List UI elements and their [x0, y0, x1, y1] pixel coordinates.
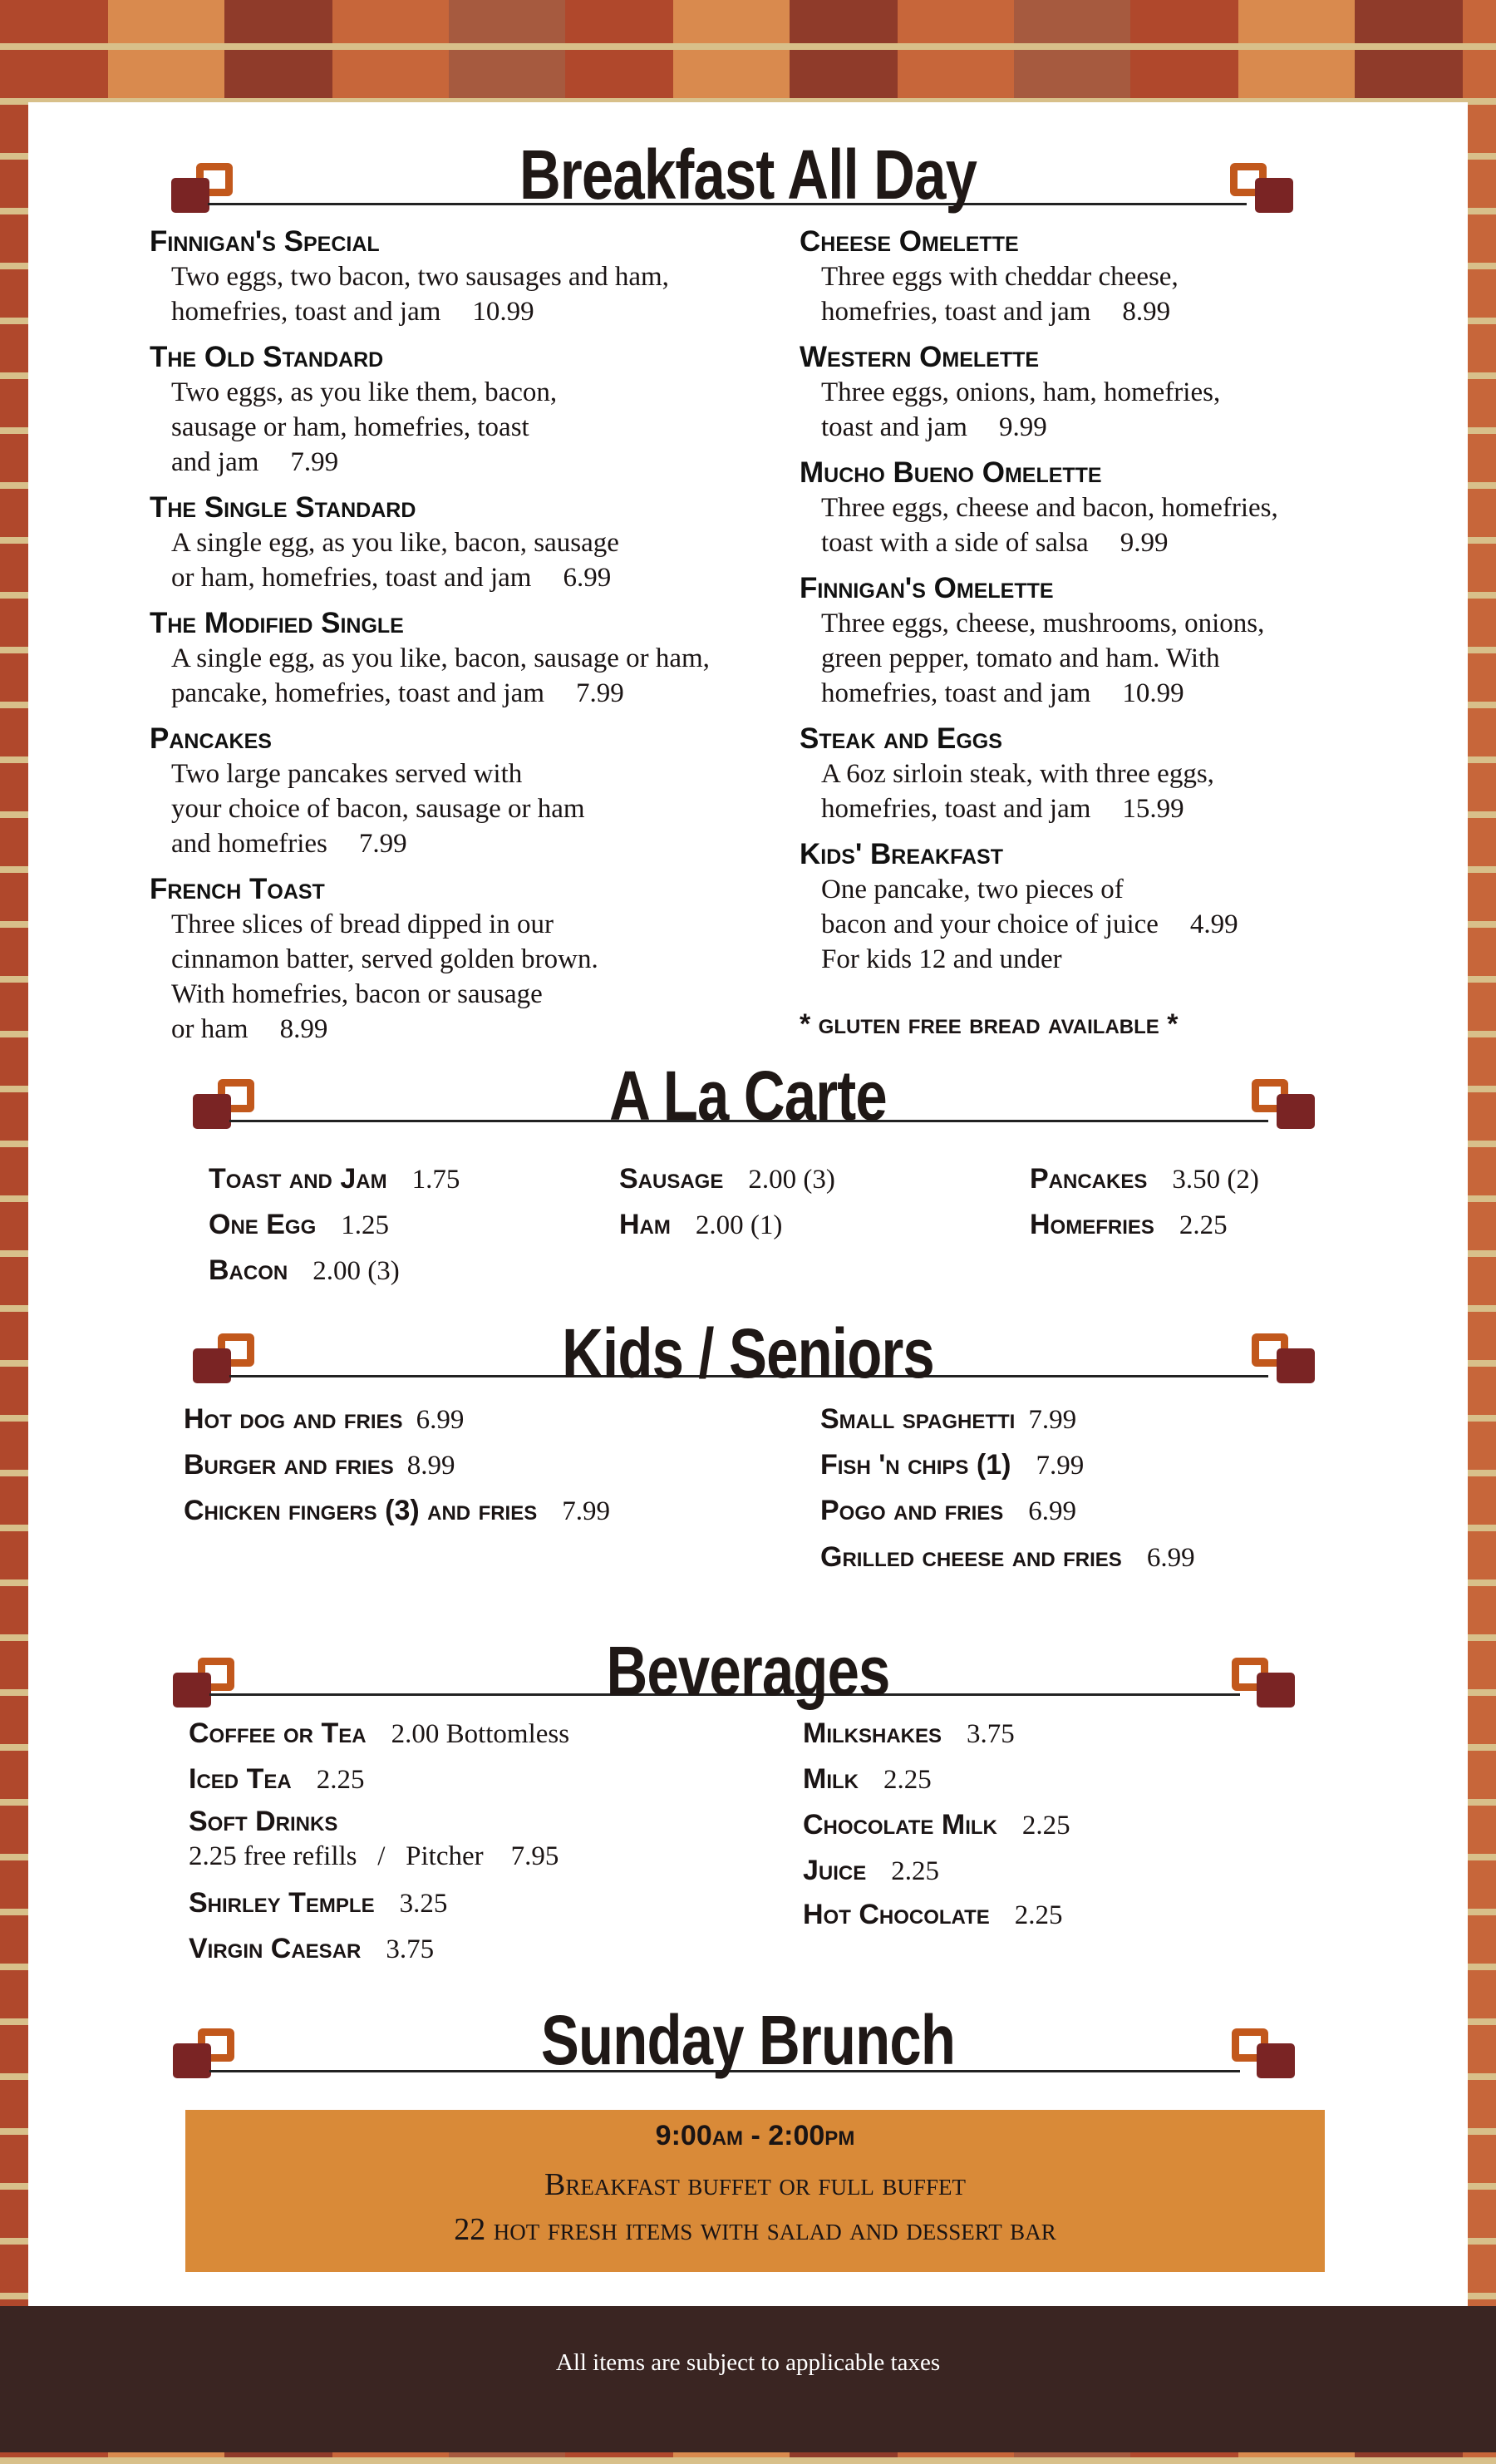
item-name: Fish 'n chips (1): [820, 1449, 1011, 1481]
item-desc: Three eggs, cheese, mushrooms, onions,: [821, 609, 1265, 638]
menu-item: [800, 224, 1431, 329]
item-name: One Egg: [209, 1209, 317, 1240]
menu-item: [150, 606, 781, 711]
item-desc: Three eggs, cheese and bacon, homefries,: [821, 493, 1278, 523]
item-desc-price: [800, 907, 1431, 942]
beverage-item: [803, 1853, 939, 1889]
menu-item: [800, 456, 1431, 560]
menu-item: [150, 224, 781, 329]
item-name: Toast and Jam: [209, 1163, 387, 1195]
item-name: Ham: [619, 1209, 671, 1240]
alacarte-item: [619, 1161, 835, 1197]
item-desc: homefries, toast and jam: [821, 794, 1091, 824]
item-desc-last: [150, 676, 781, 711]
item-desc: Two large pancakes served with: [171, 759, 523, 789]
item-name: Pancakes: [1030, 1163, 1148, 1195]
section-title: Sunday Brunch: [540, 2001, 956, 2079]
item-name: The Single Standard: [150, 491, 416, 524]
item-desc-last: [800, 410, 1431, 445]
beverage-item: [803, 1897, 1063, 1933]
menu-item: [150, 340, 781, 480]
alacarte-item: [209, 1253, 400, 1289]
brunch-line-1: Breakfast buffet or full buffet: [544, 2167, 966, 2202]
item-name: Finnigan's Omelette: [800, 572, 1054, 604]
item-name: Burger and fries: [184, 1449, 394, 1481]
item-price: 6.99: [416, 1405, 465, 1435]
menu-item: [800, 837, 1431, 977]
item-name: Steak and Eggs: [800, 722, 1002, 755]
alacarte-item: [209, 1207, 389, 1243]
item-price: 9.99: [998, 412, 1047, 442]
menu-item: [800, 571, 1431, 711]
kids-item: [184, 1493, 610, 1529]
item-desc: A single egg, as you like, bacon, sausage or ham,: [171, 643, 710, 673]
alacarte-item: [619, 1207, 782, 1243]
item-price: 2.25: [316, 1765, 365, 1795]
beverage-item: [803, 1716, 1015, 1752]
item-price: 1.25: [341, 1210, 389, 1240]
item-price: 7.99: [1028, 1405, 1077, 1435]
item-price: 7.99: [562, 1496, 610, 1526]
item-desc: Three eggs with cheddar cheese,: [821, 262, 1179, 292]
item-desc-last: [150, 294, 781, 329]
section-title: Breakfast All Day: [519, 136, 977, 214]
item-name: Chocolate Milk: [803, 1809, 997, 1841]
item-desc: bacon and your choice of juice: [821, 909, 1159, 939]
section-title: Kids / Seniors: [562, 1314, 934, 1392]
tax-note: All items are subject to applicable taxes: [555, 2349, 941, 2376]
item-price: 6.99: [1028, 1496, 1076, 1526]
brunch-line-2: 22 hot fresh items with salad and dessert bar: [454, 2212, 1056, 2247]
item-name: Sausage: [619, 1163, 724, 1195]
item-desc: homefries, toast and jam: [171, 297, 441, 327]
item-name: French Toast: [150, 873, 325, 905]
item-desc: One pancake, two pieces of: [821, 875, 1124, 904]
item-desc: homefries, toast and jam: [821, 297, 1091, 327]
beverage-item: [189, 1762, 364, 1797]
item-desc: toast with a side of salsa: [821, 528, 1089, 558]
item-desc-last: [800, 525, 1431, 560]
item-price: 7.99: [290, 447, 339, 477]
item-price: 8.99: [406, 1451, 455, 1481]
brunch-info-box: [185, 2110, 1325, 2272]
item-desc: sausage or ham, homefries, toast: [171, 412, 529, 442]
item-price: 2.25: [1179, 1210, 1228, 1240]
item-price: 2.25: [1014, 1900, 1063, 1930]
menu-item: [800, 340, 1431, 445]
item-name: Soft Drinks: [189, 1806, 338, 1837]
beverage-item: [803, 1762, 932, 1797]
item-desc: cinnamon batter, served golden brown.: [171, 944, 598, 974]
menu-item: [150, 722, 781, 861]
item-desc: For kids 12 and under: [821, 944, 1062, 974]
item-price: 9.99: [1120, 528, 1169, 558]
item-price: 8.99: [279, 1014, 328, 1044]
item-desc-last: [800, 676, 1431, 711]
item-price: 8.99: [1122, 297, 1171, 327]
alacarte-item: [1030, 1161, 1259, 1197]
item-desc: homefries, toast and jam: [821, 678, 1091, 708]
item-name: Juice: [803, 1855, 867, 1886]
item-price: 7.99: [1036, 1451, 1085, 1481]
item-name: Hot Chocolate: [803, 1899, 990, 1930]
breakfast-right-column: [800, 224, 1431, 988]
footer-bar: [0, 2306, 1496, 2452]
item-desc: Two eggs, as you like them, bacon,: [171, 377, 558, 407]
item-name: Small spaghetti: [820, 1403, 1016, 1435]
item-desc: or ham, homefries, toast and jam: [171, 563, 532, 593]
item-desc: pancake, homefries, toast and jam: [171, 678, 544, 708]
gluten-free-note: * gluten free bread available *: [800, 1008, 1179, 1040]
item-price: 1.75: [411, 1165, 460, 1195]
item-price: 4.99: [1189, 909, 1238, 939]
brunch-hours: 9:00am - 2:00pm: [655, 2120, 855, 2151]
item-price: 10.99: [472, 297, 534, 327]
item-name: Bacon: [209, 1254, 288, 1286]
item-desc: Two eggs, two bacon, two sausages and ham,: [171, 262, 669, 292]
item-price: 7.99: [358, 829, 407, 859]
menu-item: [150, 490, 781, 595]
item-price: 3.50 (2): [1172, 1165, 1259, 1195]
kids-item: [184, 1447, 455, 1483]
item-desc: and homefries: [171, 829, 327, 859]
item-price: 2.25: [883, 1765, 932, 1795]
item-price: 3.75: [386, 1934, 435, 1964]
item-name: Milk: [803, 1763, 859, 1795]
item-price: 2.25: [1021, 1811, 1070, 1841]
kids-item: [820, 1447, 1084, 1483]
item-desc: With homefries, bacon or sausage: [171, 979, 543, 1009]
item-price: 15.99: [1122, 794, 1184, 824]
menu-item: [800, 722, 1431, 826]
item-desc-last: [150, 1012, 781, 1047]
item-desc: Three eggs, onions, ham, homefries,: [821, 377, 1221, 407]
item-desc-last: [150, 826, 781, 861]
item-desc: your choice of bacon, sausage or ham: [171, 794, 585, 824]
kids-item: [820, 1402, 1076, 1437]
kids-item: [820, 1540, 1195, 1575]
beverage-item: [189, 1885, 447, 1921]
breakfast-left-column: [150, 224, 781, 1057]
beverage-item: [189, 1931, 434, 1967]
item-desc: toast and jam: [821, 412, 967, 442]
item-desc-last: [800, 791, 1431, 826]
item-name: The Modified Single: [150, 607, 404, 639]
item-desc: A 6oz sirloin steak, with three eggs,: [821, 759, 1214, 789]
item-name: Iced Tea: [189, 1763, 292, 1795]
item-price: 6.99: [563, 563, 612, 593]
item-desc-last: [150, 445, 781, 480]
item-price: 2.00 (3): [312, 1256, 400, 1286]
item-price: 2.25: [891, 1856, 939, 1886]
beverage-item: [803, 1807, 1070, 1843]
alacarte-item: [209, 1161, 460, 1197]
alacarte-item: [1030, 1207, 1228, 1243]
item-name: Virgin Caesar: [189, 1933, 362, 1964]
item-price: 2.00 Bottomless: [391, 1719, 570, 1749]
item-name: The Old Standard: [150, 341, 384, 373]
item-price: 6.99: [1146, 1543, 1195, 1573]
item-desc: or ham: [171, 1014, 249, 1044]
section-title: Beverages: [606, 1632, 890, 1710]
item-name: Kids' Breakfast: [800, 838, 1004, 870]
beverage-item: [189, 1804, 559, 1874]
item-price: 10.99: [1122, 678, 1184, 708]
item-name: Finnigan's Special: [150, 225, 380, 258]
kids-item: [820, 1493, 1076, 1529]
kids-item: [184, 1402, 464, 1437]
item-name: Cheese Omelette: [800, 225, 1019, 258]
item-price: 2.25 free refills / Pitcher 7.95: [189, 1841, 559, 1871]
item-desc-last: [150, 560, 781, 595]
item-desc: and jam: [171, 447, 259, 477]
item-desc-last: [800, 294, 1431, 329]
section-title: A La Carte: [609, 1057, 887, 1135]
menu-item: [150, 872, 781, 1047]
item-desc: A single egg, as you like, bacon, sausage: [171, 528, 619, 558]
item-name: Hot dog and fries: [184, 1403, 403, 1435]
item-name: Mucho Bueno Omelette: [800, 456, 1102, 489]
item-price: 3.75: [967, 1719, 1015, 1749]
item-name: Shirley Temple: [189, 1887, 375, 1919]
item-price: 3.25: [399, 1889, 448, 1919]
item-name: Pancakes: [150, 722, 272, 755]
item-desc: Three slices of bread dipped in our: [171, 909, 554, 939]
item-name: Homefries: [1030, 1209, 1154, 1240]
item-name: Grilled cheese and fries: [820, 1541, 1122, 1573]
item-name: Chicken fingers (3) and fries: [184, 1495, 538, 1526]
item-price: 7.99: [576, 678, 624, 708]
item-name: Milkshakes: [803, 1717, 942, 1749]
item-name: Coffee or Tea: [189, 1717, 367, 1749]
item-desc: green pepper, tomato and ham. With: [821, 643, 1220, 673]
item-price: 2.00 (1): [695, 1210, 783, 1240]
item-price: 2.00 (3): [748, 1165, 835, 1195]
item-name: Western Omelette: [800, 341, 1040, 373]
item-name: Pogo and fries: [820, 1495, 1004, 1526]
beverage-item: [189, 1716, 569, 1752]
